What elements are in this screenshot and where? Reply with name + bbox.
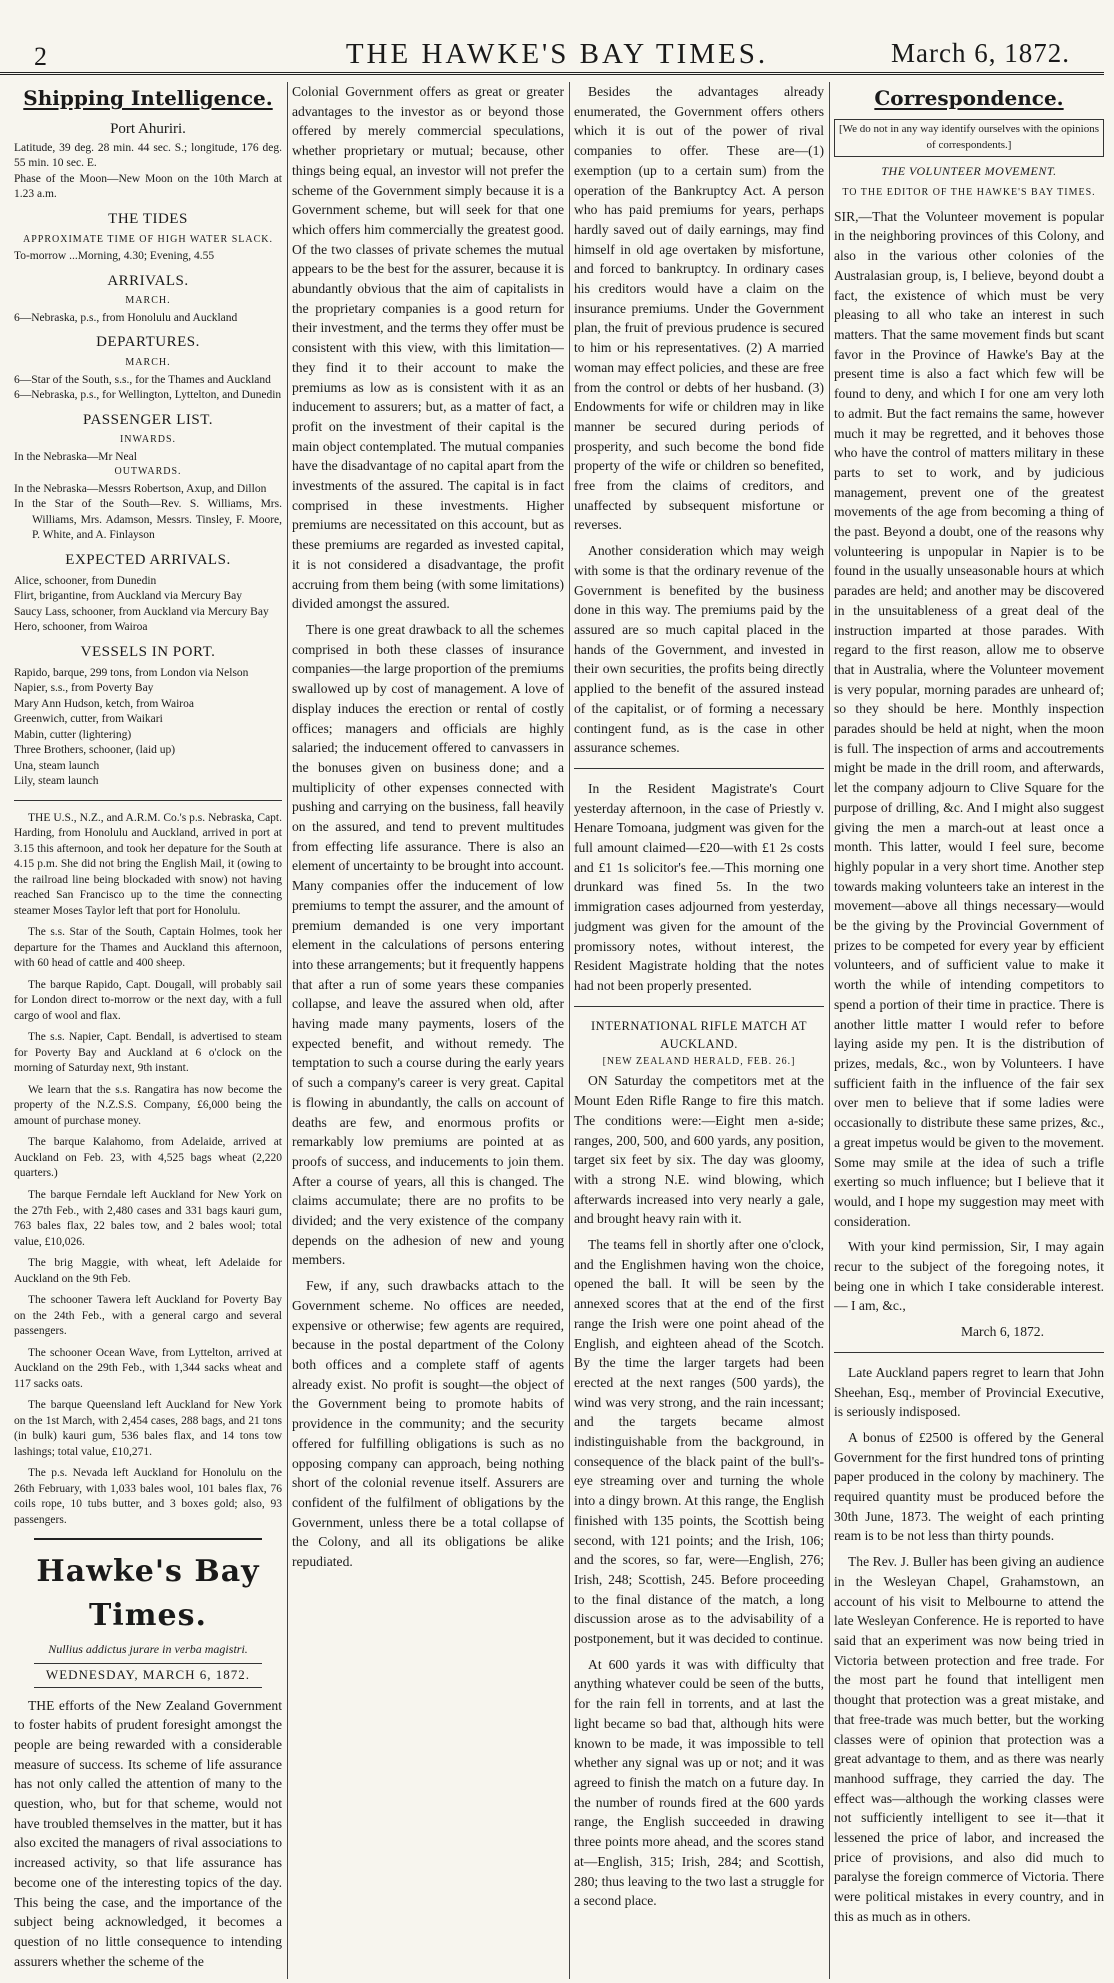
rifle-source: [NEW ZEALAND HERALD, FEB. 26.] (602, 1055, 796, 1067)
editorial-paragraph: Colonial Government offers as great or greater advantages to the investor as or beyond those offered by merely commercial speculations, whether proprietary or mutual; because, other things being equal, an investor will not prefer the scheme of the Government simply because it is a Government scheme, but will seek for that one which offers him commercially the greatest good. Of the two classes of private schemes the mutual appears to be the best for the assurer, because it is abundantly obvious that the aim of capitalists in the proprietary companies is a good return for their investment, and the terms they offer must be consistent with this view, with this limitation—they find it to their account to make the premiums as low as is consistent with it as an inducement to assurers; but, as a matter of fact, a profit on the investment of their capital is the main object contemplated. The mutual companies have the disadvantage of no capital apart from the investments of the assured. The capital is in fact comprised in these investments. Higher premiums are necessitated on this account, but as these premiums are regarded as invested capital, it is not considered a disadvantage, the profit accruing from them being (with some limitations) divided amongst the assured. (292, 84, 564, 612)
editorial-paragraph: There is one great drawback to all the schemes comprised in both these classes of insurance companies—the large proportion of the premiums swallowed up by cost of management. A love of display induces the erection or rental of costly offices; managers and officials are highly salaried; the inducement offered to canvassers in the bonuses given on business done; and a multiplicity of other expenses connected with pushing and carrying on the business, fall heavily on the assured, and tend to prevent multitudes from effecting life assurance. There is also an element of uncertainty to be brought into account. Many companies offer the inducement of low premiums to tempt the assurer, and the amount of premium demanded is one very important element in the calculations of persons entering into these arrangements; but it frequently happens that after a run of some years these companies collapse, and leave the assured when old, after having made many payments, losers of the expected benefit, and without remedy. The temptation to such a course during the early years of such a company's career is very great. Capital is flowing in abundantly, the calls on account of deaths are few, and enormous profits or remarkably low premiums are pointed at as proofs of success, and inducements to join them. After a course of years, all this is changed. The claims accumulate; there are no profits to be divided; and the very existence of the company depends on the adhesion of new and young members. (292, 621, 564, 1268)
tides-line: To-morrow ...Morning, 4.30; Evening, 4.55 (14, 250, 215, 263)
vessel-item: Rapido, barque, 299 tons, from London via Nelson (14, 666, 249, 679)
disclaimer: [We do not in any way identify ourselves with the opinions of correspondents.] (834, 119, 1104, 157)
page-number: 2 (34, 42, 47, 71)
newspaper-title: THE HAWKE'S BAY TIMES. (345, 38, 769, 70)
inwards-label: INWARDS. (119, 434, 177, 446)
moon-phase: Phase of the Moon—New Moon on the 10th March at 1.23 a.m. (14, 172, 282, 201)
arrivals-month: MARCH. (125, 295, 171, 307)
masthead-date: March 6, 1872. (891, 38, 1070, 68)
rifle-paragraph: ON Saturday the competitors met at the Mount Eden Rifle Range to fire this match. The conditions were:—Eight men a-side; ranges, 200, 500, and 600 yards, any position, target six feet by six. The day was gloomy, with a strong N.E. wind blowing, which afterwards increased into very nearly a gale, and brought heavy rain with it. (574, 1073, 824, 1227)
rifle-paragraph: The teams fell in shortly after one o'clock, and the Englishmen having won the choice, opened the ball. It will be seen by the annexed scores that at the end of the first range the Irish were one point ahead of the English, and eighteen ahead of the Scotch. By the time the larger targets had been erected at the next ranges (500 yards), the wind was very strong, and the rain incessant; and the targets became almost indistinguishable from the background, in consequence of the black paint of the bull's-eye streaming over and turning the whole into a dingy brown. At this range, the English finished with 135 points, the Scottish being second, with 121 points; and the Irish, 106; and the scores, so far, were—English, 276; Irish, 248; Scottish, 245. Before proceeding to the final distance of the match, a long discussion arose as to the advisability of a postponement, but it was decided to continue. (574, 1237, 824, 1647)
news-item: A bonus of £2500 is offered by the General Government for the first hundred tons of printing paper produced in the colony by machinery. The required quantity must be produced before the 30th June, 1873. The weight of each printing ream is to be not less than thirty pounds. (834, 1429, 1104, 1544)
court-report: In the Resident Magistrate's Court yesterday afternoon, in the case of Priestly v. Henare Tomoana, judgment was given for the full amount claimed—£20—with £1 2s costs and £1 1s solicitor's fee.—This morning one drunkard was fined 5s. In the two immigration cases adjourned from yesterday, judgment was given for the amount of the promissory notes, without interest, the Resident Magistrate holding that the notes had not been properly presented. (574, 780, 824, 993)
port-name: Port Ahuriri. (110, 121, 186, 137)
shipping-news: The brig Maggie, with wheat, left Adelaide for Auckland on the 9th Feb. (14, 1257, 282, 1285)
divider (14, 800, 282, 801)
divider (34, 1538, 262, 1540)
expected-item: Flirt, brigantine, from Auckland via Mercury Bay (14, 590, 243, 603)
tides-subtitle: APPROXIMATE TIME OF HIGH WATER SLACK. (23, 233, 273, 245)
paper-motto: Nullius addictus jurare in verba magistri. (48, 1642, 248, 1657)
outwards-line: In the Star of the South—Rev. S. Williams, Mrs. Williams, Mrs. Adamson, Messrs. Tinsley, F. Moore, P. White, and A. Finlayson (14, 498, 282, 542)
vessel-item: Napier, s.s., from Poverty Bay (14, 682, 154, 695)
editorial-paragraph: Another consideration which may weigh with some is that the ordinary revenue of the Government is benefited by the business done in this way. The premiums paid by the assured are so much capital placed in the hands of the Government, and invested in their own securities, the profits being directly applied to the benefit of the assured instead of the capitalist, or of forming a necessary contingent fund, as is the case in other assurance schemes. (574, 543, 824, 756)
masthead-rule (0, 72, 1104, 75)
departures-title: DEPARTURES. (96, 334, 200, 351)
news-item: The Rev. J. Buller has been giving an audience in the Wesleyan Chapel, Grahamstown, an account of his visit to Melbourne to attend the late Wesleyan Conference. He is reported to have said that an experiment was now being tried in Victoria between protection and free trade. For the most part he found that intelligent men thought that protection was a great mistake, and that free-trade was much better, but the working classes were of opinion that protection was a great advantage to them, and as there was nearly manhood suffrage, they carried the day. The effect was—although the working classes were not sufficiently intelligent to see it—that it lessened the price of labor, and increased the price of provisions, and also did much to paralyse the foreign commerce of Victoria. There were political mistakes in every country, and in this as much as in others. (834, 1554, 1104, 1924)
divider (574, 768, 824, 769)
expected-item: Saucy Lass, schooner, from Auckland via Mercury Bay (14, 605, 269, 618)
vessel-item: Una, steam launch (14, 759, 100, 772)
section-title-correspondence: Correspondence. (874, 86, 1064, 110)
letter-addressee: TO THE EDITOR OF THE HAWKE'S BAY TIMES. (842, 187, 1096, 199)
latlong: Latitude, 39 deg. 28 min. 44 sec. S.; longitude, 176 deg. 55 min. 10 sec. E. (14, 141, 282, 170)
masthead (0, 32, 1114, 72)
passenger-title: PASSENGER LIST. (82, 411, 214, 428)
paper-title: Hawke's Bay Times. (36, 1554, 260, 1633)
letter-paragraph: SIR,—That the Volunteer movement is popular in the neighboring provinces of this Colony, and also in the various other colonies of the Australasian group, is, I believe, beyond doubt a fact, the existence of which must be very pleasing to all who take an interest in such matters. That the same movement finds but scant favor in the Province of Hawke's Bay at the present time is also a fact which few will be found to deny, and which I for one am very loth to admit. But the fact remains the same, however much it may be regretted, and it behoves those who have the control of matters military in these parts to set to work, and by judicious management, prevent one of the greatest movements of the age from becoming a thing of the past. Beyond a doubt, one of the reasons why volunteering is unpopular in Napier is to be found in the usually unseasonable hours at which parades are held; and another may be discovered in the unsuitableness of a great deal of the instruction imparted at those parades. With regard to the first reason, allow me to observe that in Australia, where the Volunteer movement is very popular, morning parades are unheard of; so they should be here. Monthly inspection parades should be held at night, when the moon is full. The inspection of arms and accoutrements might be made in the drill room, and afterwards, let the company adjourn to Clive Square for the purpose of drilling, &c. And I might also suggest giving the men a march-out at least once a month. This latter, would I feel sure, become highly popular in a very short time. Another step towards making volunteers take an interest in the movement—above all things necessary—would be the giving by the Provincial Government of prizes to be competed for every year by efficient volunteers, and of sufficient value to make it worth the while of intending competitors to spend a portion of their time in practice. There is another little matter I would refer to before laying aside my pen. It is the distribution of prizes, medals, &c., won by Volunteers. I have sufficient faith in the influence of the fair sex over men to believe that if some ladies were occasionally to distribute these same prizes, &c., a great impetus would be given to the movement. Some may smile at the idea of such a trifle exerting so much influence; but I believe that it would, and I hope my suggestion may meet with consideration. (834, 208, 1104, 1229)
column-divider (569, 82, 570, 1979)
shipping-news: The schooner Ocean Wave, from Lyttelton, arrived at Auckland on the 29th Feb., with 1,344 sacks wheat and 117 sacks oats. (14, 1346, 282, 1390)
vessel-item: Mabin, cutter (lightering) (14, 728, 132, 741)
departure-item: 6—Star of the South, s.s., for the Thames and Auckland (14, 373, 271, 386)
column-news (574, 82, 824, 1979)
shipping-news: The s.s. Napier, Capt. Bendall, is advertised to steam for Poverty Bay and Auckland at 6 o'clock on the morning of Saturday next, 9th instant. (14, 1031, 282, 1075)
vessel-item: Mary Ann Hudson, ketch, from Wairoa (14, 697, 194, 710)
editorial-text: THE efforts of the New Zealand Government to foster habits of prudent foresight amongst the people are being rewarded with a considerable measure of success. Its scheme of life assurance has not only called the attention of many to the question, who, but for that scheme, would not have troubled themselves in the matter, but it has also excited the managers of rival associations to increased activity, so that life assurance has become one of the interesting topics of the day. This being the case, and the importance of the subject being acknowledged, it becomes a question of no little consequence to intending assurers whether the scheme of the (14, 1697, 282, 1969)
expected-title: EXPECTED ARRIVALS. (65, 551, 231, 568)
vessels-title: VESSELS IN PORT. (80, 643, 216, 660)
outwards-label: OUTWARDS. (114, 466, 182, 478)
divider (574, 1006, 824, 1007)
vessel-item: Greenwich, cutter, from Waikari (14, 713, 163, 726)
rifle-paragraph: At 600 yards it was with difficulty that anything whatever could be seen of the butts, for the rain fell in torrents, and at last the light became so bad that, although hits were known to be made, it was impossible to tell whether any signal was up or not; and it was agreed to finish the match on a future day. In the number of rounds fired at the 600 yards range, the English succeeded in drawing three points more ahead, and the scores stand at—English, 315; Irish, 284; and Scottish, 280; thus leaving to the two last a struggle for a second place. (574, 1656, 824, 1909)
letter-paragraph: With your kind permission, Sir, I may again recur to the subject of the foregoing notes, it being one in which I take considerable interest.— I am, &c., (834, 1239, 1104, 1314)
shipping-news: THE U.S., N.Z., and A.R.M. Co.'s p.s. Nebraska, Capt. Harding, from Honolulu and Auckland, arrived in port at 3.15 this afternoon, and took her depature for the South at 4.15 p.m. She did not bring the English Mail, it (owing to the railroad line being blockaded with snow) not having reached San Francisco up to the time the connecting steamer Moses Taylor left that port for Honolulu. (14, 811, 282, 917)
editorial-paragraph: Few, if any, such drawbacks attach to the Government scheme. No offices are needed, expensive or otherwise; few agents are required, because in the postal department of the Colony both offices and a complete staff of agents already exist. No profit is sought—the object of the Government being to promote habits of providence in the community; and the security offered for fulfilling obligations is such as no opposing company can approach, being nothing short of the colonial revenue itself. Assurers are confident of the fulfilment of obligations by the Government, unless there be a total collapse of the Colony, and all its obligations be alike repudiated. (292, 1278, 564, 1570)
shipping-news: We learn that the s.s. Rangatira has now become the property of the N.Z.S.S. Company, £6,000 being the amount of purchase money. (14, 1083, 282, 1127)
rifle-title: INTERNATIONAL RIFLE MATCH AT AUCKLAND. (591, 1018, 807, 1051)
column-editorial (292, 82, 564, 1979)
column-divider (287, 82, 288, 1979)
shipping-news: The barque Ferndale left Auckland for New York on the 27th Feb., with 2,480 cases and 331 bags kauri gum, 763 bales flax, 22 bales tow, and 2 bales wool; total value, £10,026. (14, 1188, 282, 1248)
news-item: Late Auckland papers regret to learn that John Sheehan, Esq., member of Provincial Executive, is seriously indisposed. (834, 1364, 1104, 1420)
issue-date: WEDNESDAY, MARCH 6, 1872. (34, 1663, 262, 1688)
departures-month: MARCH. (125, 357, 171, 369)
outwards-line: In the Nebraska—Messrs Robertson, Axup, and Dillon (14, 482, 267, 495)
expected-item: Hero, schooner, from Wairoa (14, 621, 148, 634)
column-divider (829, 82, 830, 1979)
shipping-news: The p.s. Nevada left Auckland for Honolulu on the 26th February, with 1,033 bales wool, 101 bales flax, 76 coils rope, 10 tubs butter, and 3 boxes gold; also, 93 passengers. (14, 1467, 282, 1526)
letter-date: March 6, 1872. (960, 1324, 1044, 1340)
shipping-news: The schooner Tawera left Auckland for Poverty Bay on the 24th Feb., with a general cargo and several passengers. (14, 1294, 282, 1338)
column-correspondence (834, 82, 1104, 1979)
shipping-news: The barque Queensland left Auckland for New York on the 1st March, with 2,454 cases, 288 bags, and 21 tons (in bulk) kauri gum, 536 bales flax, and 14 tons tow lashings; total value, £10,271. (14, 1399, 282, 1458)
column-shipping (14, 82, 282, 1979)
editorial-paragraph: Besides the advantages already enumerated, the Government offers others which it is out of the power of rival companies to offer. These are—(1) exemption (up to a certain sum) from the operation of the Bankruptcy Act. A person who has paid premiums for years, perhaps hardly saved out of daily earnings, may find himself in old age overtaken by misfortune, and forced to bankruptcy. In ordinary cases his creditors would have a claim on the insurance premiums. Under the Government plan, the fruit of previous prudence is secured to him or his representatives. (2) A married woman may effect policies, and these are free from the control or debts of her husband. (3) Endowments for wife or children may in like manner be secured during periods of prosperity, and such become the bond fide property of the wife or children so benefited, free from the claims of creditors, and unaffected by subsequent misfortune or reverses. (574, 84, 824, 533)
vessel-item: Lily, steam launch (14, 775, 99, 788)
vessel-item: Three Brothers, schooner, (laid up) (14, 744, 176, 757)
shipping-news: The s.s. Star of the South, Captain Holmes, took her departure for the Thames and Auckland this afternoon, with 60 head of cattle and 400 sheep. (14, 926, 282, 970)
section-title-shipping: Shipping Intelligence. (23, 86, 273, 110)
inwards-line: In the Nebraska—Mr Neal (14, 450, 137, 463)
shipping-news: The barque Kalahomo, from Adelaide, arrived at Auckland on Feb. 23, with 4,525 bags wheat (2,220 quarters.) (14, 1136, 282, 1180)
columns (0, 82, 1106, 1979)
tides-title: THE TIDES (108, 210, 188, 227)
arrival-item: 6—Nebraska, p.s., from Honolulu and Auckland (14, 311, 238, 324)
shipping-news: The barque Rapido, Capt. Dougall, will probably sail for London direct to-morrow or the next day, with a full cargo of wool and flax. (14, 978, 282, 1022)
expected-item: Alice, schooner, from Dunedin (14, 574, 157, 587)
arrivals-title: ARRIVALS. (107, 272, 189, 289)
departure-item: 6—Nebraska, p.s., for Wellington, Lyttelton, and Dunedin (14, 389, 282, 402)
letter-title: THE VOLUNTEER MOVEMENT. (881, 163, 1057, 178)
divider (834, 1352, 1104, 1353)
